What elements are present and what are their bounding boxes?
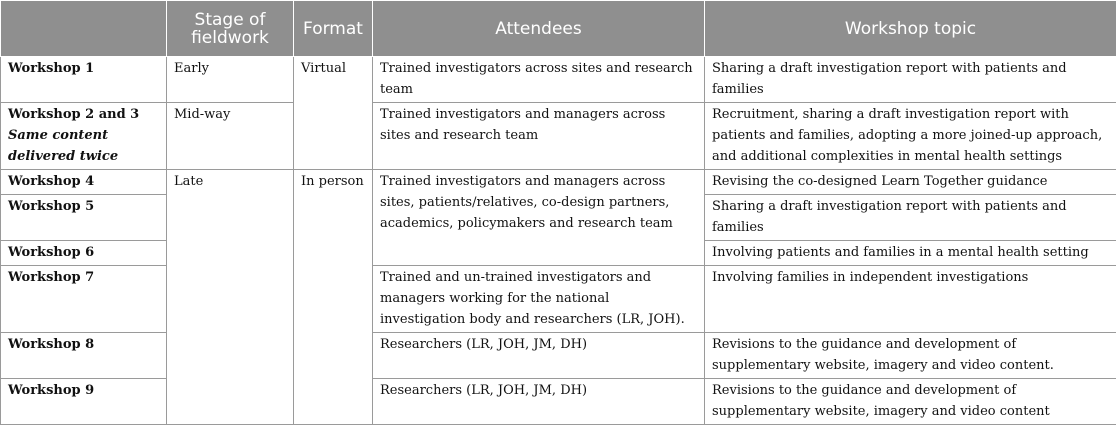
attendees-cell: Researchers (LR, JOH, JM, DH) [373,379,705,425]
workshop-name: Workshop 5 [8,196,160,217]
workshop-cell [1,241,167,266]
format-cell: Virtual [294,57,373,170]
attendees-cell: Trained and un-trained investigators and managers working for the national investigation body and researchers (LR, JOH). [373,266,705,333]
topic-cell: Sharing a draft investigation report with patients and families [705,57,1116,103]
attendees-cell: Trained investigators and managers across sites, patients/relatives, co-design partners, academics, policymakers and research team [373,170,705,266]
table-row [1,103,1116,170]
attendees-cell: Trained investigators across sites and research team [373,57,705,103]
stage-cell: Early [167,57,294,103]
workshop-name: Workshop 1 [8,58,160,79]
header-row [1,1,1116,57]
topic-cell: Recruitment, sharing a draft investigation report with patients and families, adopting a more joined-up approach, and additional complexities in mental health settings [705,103,1116,170]
workshop-cell [1,170,167,195]
workshop-name: Workshop 9 [8,380,160,401]
workshop-note: Same content delivered twice [8,125,160,167]
topic-cell: Revisions to the guidance and development of supplementary website, imagery and video content [705,379,1116,425]
format-cell: In person [294,170,373,425]
workshop-name: Workshop 4 [8,171,160,192]
workshop-cell [1,379,167,425]
header-format: Format [294,1,373,57]
topic-cell: Sharing a draft investigation report with patients and families [705,195,1116,241]
workshop-cell [1,57,167,103]
attendees-cell: Researchers (LR, JOH, JM, DH) [373,333,705,379]
topic-cell: Revising the co-designed Learn Together guidance [705,170,1116,195]
table-row [1,170,1116,195]
header-workshop [1,1,167,57]
workshop-cell [1,266,167,333]
workshop-name: Workshop 8 [8,334,160,355]
stage-cell: Mid-way [167,103,294,170]
topic-cell: Involving families in independent investigations [705,266,1116,333]
workshop-cell [1,333,167,379]
table-row [1,57,1116,103]
workshop-cell [1,195,167,241]
workshop-name: Workshop 7 [8,267,160,288]
header-topic: Workshop topic [705,1,1116,57]
topic-cell: Revisions to the guidance and development of supplementary website, imagery and video content. [705,333,1116,379]
stage-cell: Late [167,170,294,425]
attendees-cell: Trained investigators and managers across sites and research team [373,103,705,170]
workshop-cell [1,103,167,170]
workshop-name: Workshop 6 [8,242,160,263]
header-attendees: Attendees [373,1,705,57]
topic-cell: Involving patients and families in a mental health setting [705,241,1116,266]
header-stage: Stage of fieldwork [167,1,294,57]
workshop-name: Workshop 2 and 3 [8,104,160,125]
